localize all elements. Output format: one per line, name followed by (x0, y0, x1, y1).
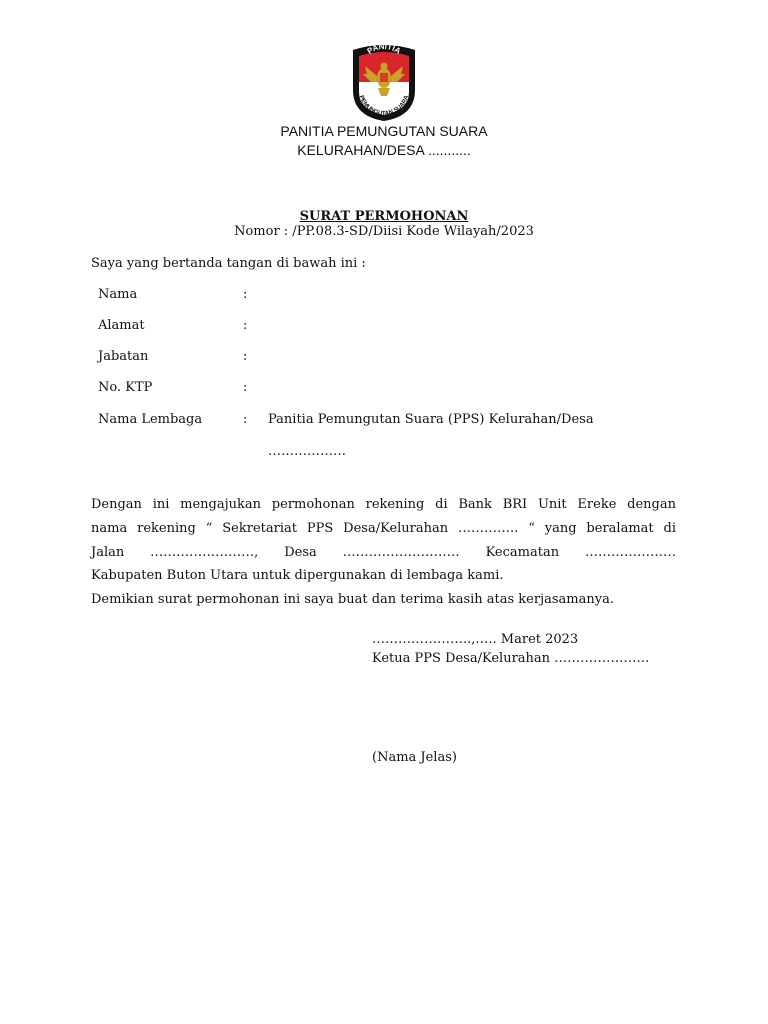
letter-number: Nomor : /PP.08.3-SD/Diisi Kode Wilayah/2023 (234, 224, 534, 239)
logo-bottom-text: PEMUNGUTAN SUARA (357, 94, 411, 118)
signer-title: Ketua PPS Desa/Kelurahan …………………. (372, 651, 650, 666)
date-line: …………………..,….. Maret 2023 (372, 632, 579, 647)
body-line: Jalan ……………………, Desa ……………………… Kecamatan ………………… (91, 545, 676, 560)
intro-text: Saya yang bertanda tangan di bawah ini : (91, 256, 366, 271)
field-colon: : (243, 380, 248, 395)
org-area: KELURAHAN/DESA ........... (297, 142, 471, 158)
field-label-ktp: No. KTP (98, 380, 153, 395)
field-value-lembaga-cont: ……………… (268, 444, 346, 459)
letter-title: SURAT PERMOHONAN (299, 209, 469, 224)
field-colon: : (243, 287, 248, 302)
body-line: nama rekening “ Sekretariat PPS Desa/Kelurahan ………….. “ yang beralamat di (91, 521, 676, 536)
logo-top-text: PANITIA (365, 42, 403, 56)
field-label-lembaga: Nama Lembaga (98, 412, 203, 427)
signer-name-placeholder: (Nama Jelas) (372, 750, 457, 765)
body-line: Dengan ini mengajukan permohonan rekening di Bank BRI Unit Ereke dengan (91, 497, 676, 512)
body-line: Kabupaten Buton Utara untuk dipergunakan di lembaga kami. (91, 568, 504, 583)
field-colon: : (243, 349, 248, 364)
field-label-nama: Nama (98, 287, 138, 302)
field-colon: : (243, 318, 248, 333)
closing-line: Demikian surat permohonan ini saya buat dan terima kasih atas kerjasamanya. (91, 592, 614, 607)
field-label-alamat: Alamat (98, 318, 145, 333)
field-value-lembaga: Panitia Pemungutan Suara (PPS) Kelurahan/Desa (268, 412, 594, 427)
field-label-jabatan: Jabatan (98, 349, 149, 364)
org-name: PANITIA PEMUNGUTAN SUARA (280, 123, 488, 139)
field-colon: : (243, 412, 248, 427)
kpu-logo (347, 42, 421, 122)
